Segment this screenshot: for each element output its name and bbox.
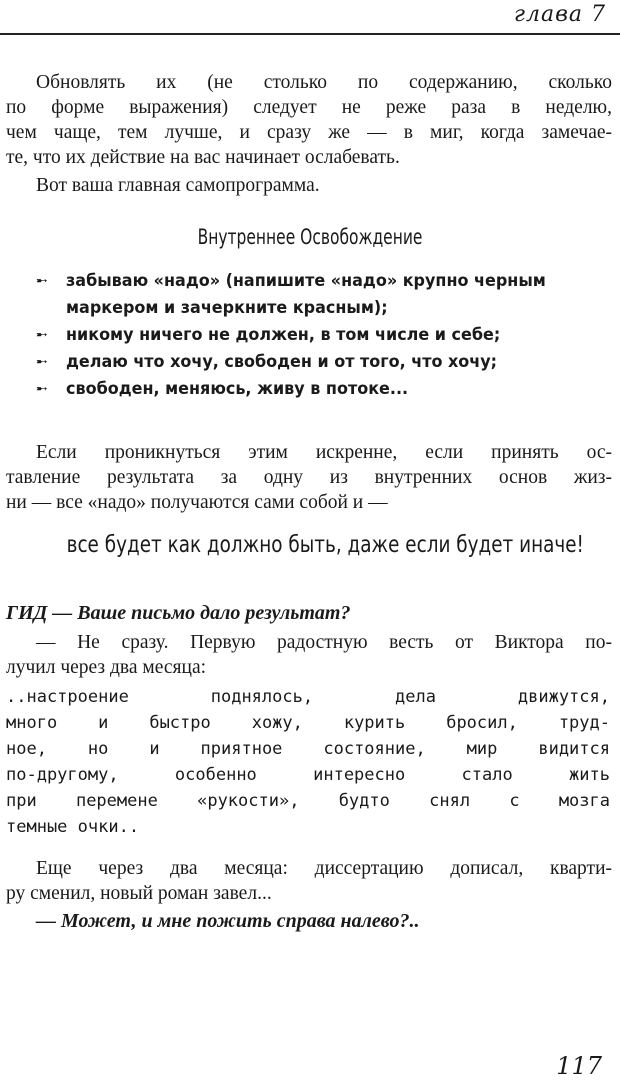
dialogue-question: ГИД — Ваше письмо дало результат?	[6, 602, 351, 624]
letter-line: ..настроение поднялось, дела движутся,	[6, 687, 610, 707]
text-line: — Не сразу. Первую радостную весть от Виктора по-	[36, 632, 612, 653]
text-line: Если проникнуться этим искренне, если принять ос-	[36, 442, 612, 463]
paragraph-main-program	[6, 173, 612, 198]
arrow-bullet-icon: ➸	[36, 273, 46, 289]
text-line: Вот ваша главная самопрограмма.	[36, 175, 320, 196]
header-rule	[0, 33, 620, 35]
letter-line: при перемене «рукости», будто снял с мозга	[6, 791, 610, 811]
dialogue-closing: — Может, и мне пожить справа налево?..	[36, 910, 420, 932]
list-item-text: свободен, меняюсь, живу в потоке...	[66, 379, 409, 399]
program-list	[36, 268, 616, 403]
running-head-chapter: глава 7	[513, 2, 606, 27]
text-line: ру сменил, новый роман завел...	[6, 883, 272, 904]
list-item-text: никому ничего не должен, в том числе и себе;	[66, 325, 501, 345]
paragraph-update-frequency	[6, 70, 612, 170]
text-line: ни — все «надо» получаются сами собой и —	[6, 492, 388, 513]
list-item-text: забываю «надо» (напишите «надо» крупно черным	[66, 271, 546, 291]
letter-line: по-другому, особенно интересно стало жить	[6, 765, 610, 785]
list-item	[36, 268, 616, 295]
text-line: тавление результата за одну из внутренних основ жиз-	[6, 467, 612, 488]
list-item-text: маркером и зачеркните красным);	[66, 298, 388, 318]
arrow-bullet-icon: ➸	[36, 354, 46, 370]
emphasis-statement: все будет как должно быть, даже если будет иначе!	[66, 532, 584, 558]
paragraph-sincere	[6, 440, 612, 515]
page-number: 117	[556, 1052, 602, 1080]
arrow-bullet-icon: ➸	[36, 327, 46, 343]
program-title: Внутреннее Освобождение	[197, 225, 423, 249]
list-item-continuation	[36, 295, 616, 322]
letter-line: темные очки..	[6, 817, 140, 837]
text-line: Еще через два месяца: диссертацию дописал, кварти-	[36, 858, 612, 879]
dialogue-followup	[6, 856, 612, 906]
bullet-spacer	[36, 295, 66, 322]
text-line: чем чаще, тем лучше, и сразу же — в миг, когда замечае-	[6, 122, 612, 143]
text-line: Обновлять их (не столько по содержанию, сколько	[36, 72, 612, 93]
text-line: по форме выражения) следует не реже раза в неделю,	[6, 97, 612, 118]
text-line: лучил через два месяца:	[6, 657, 207, 678]
text-line: те, что их действие на вас начинает ослабевать.	[6, 147, 400, 168]
dialogue-answer	[6, 630, 612, 680]
list-item	[36, 322, 616, 349]
letter-line: ное, но и приятное состояние, мир видится	[6, 739, 610, 759]
quoted-letter	[6, 684, 610, 840]
letter-line: много и быстро хожу, курить бросил, труд-	[6, 713, 610, 733]
list-item-text: делаю что хочу, свободен и от того, что хочу;	[66, 352, 498, 372]
list-item	[36, 376, 616, 403]
list-item	[36, 349, 616, 376]
arrow-bullet-icon: ➸	[36, 381, 46, 397]
